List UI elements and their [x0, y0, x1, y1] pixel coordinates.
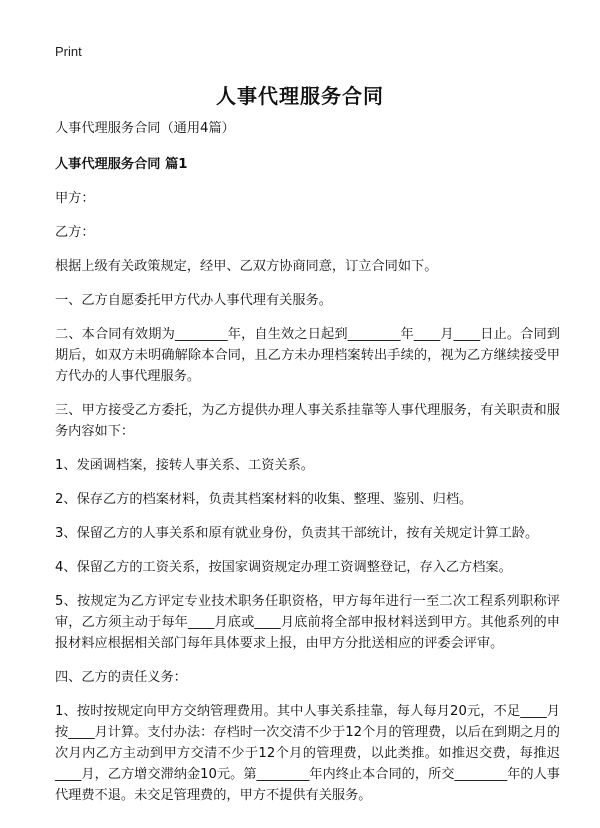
clause-3: 三、甲方接受乙方委托，为乙方提供办理人事关系挂靠等人事代理服务，有关职责和服务内容如下：: [55, 403, 560, 439]
clause-4: 四、乙方的责任义务：: [55, 670, 187, 685]
document-body: [55, 118, 560, 818]
clause-3-item-2: 2、保存乙方的档案材料，负责其档案材料的收集、整理、鉴别、归档。: [55, 492, 473, 507]
party-a-line: 甲方：: [55, 191, 95, 206]
clause-3-item-1: 1、发函调档案，接转人事关系、工资关系。: [55, 458, 314, 473]
clause-3-item-4: 4、保留乙方的工资关系，按国家调资规定办理工资调整登记，存入乙方档案。: [55, 560, 512, 575]
section-heading: 人事代理服务合同 篇1: [55, 157, 188, 172]
clause-1: 一、乙方自愿委托甲方代办人事代理有关服务。: [55, 293, 332, 308]
print-button[interactable]: Print: [55, 44, 82, 59]
clause-2: 二、本合同有效期为________年，自生效之日起到________年____月____日止。合同到期后，如双方未明确解除本合同，且乙方未办理档案转出手续的，视为乙方继续接受甲方代办的人事代理服务。: [55, 327, 560, 384]
party-b-line: 乙方：: [55, 225, 95, 240]
clause-3-item-5: 5、按规定为乙方评定专业技术职务任职资格，甲方每年进行一至二次工程系列职称评审，乙方须主动于每年____月底或____月底前将全部申报材料送到甲方。其他系列的申报材料应根据相关部门每年具体要求上报，由甲方分批送相应的评委会评审。: [55, 594, 560, 651]
preamble-paragraph: 根据上级有关政策规定，经甲、乙双方协商同意，订立合同如下。: [55, 259, 438, 274]
document-title: 人事代理服务合同: [216, 84, 384, 108]
clause-3-item-3: 3、保留乙方的人事关系和原有就业身份，负责其干部统计，按有关规定计算工龄。: [55, 526, 539, 541]
document-subtitle: 人事代理服务合同（通用4篇）: [55, 121, 235, 136]
clause-4-item-1: 1、按时按规定向甲方交纳管理费用。其中人事关系挂靠，每人每月20元，不足____月按____月计算。支付办法：存档时一次交清不少于12个月的管理费，以后在到期之月的次月内乙方主动到甲方交清不少于12个月的管理费，以此类推。如推迟交费，每推迟____月，乙方增交滞纳金10元。第________年内终止本合同的，所交________年的人事代理费不退。未交足管理费的，甲方不提供有关服务。: [55, 704, 560, 803]
